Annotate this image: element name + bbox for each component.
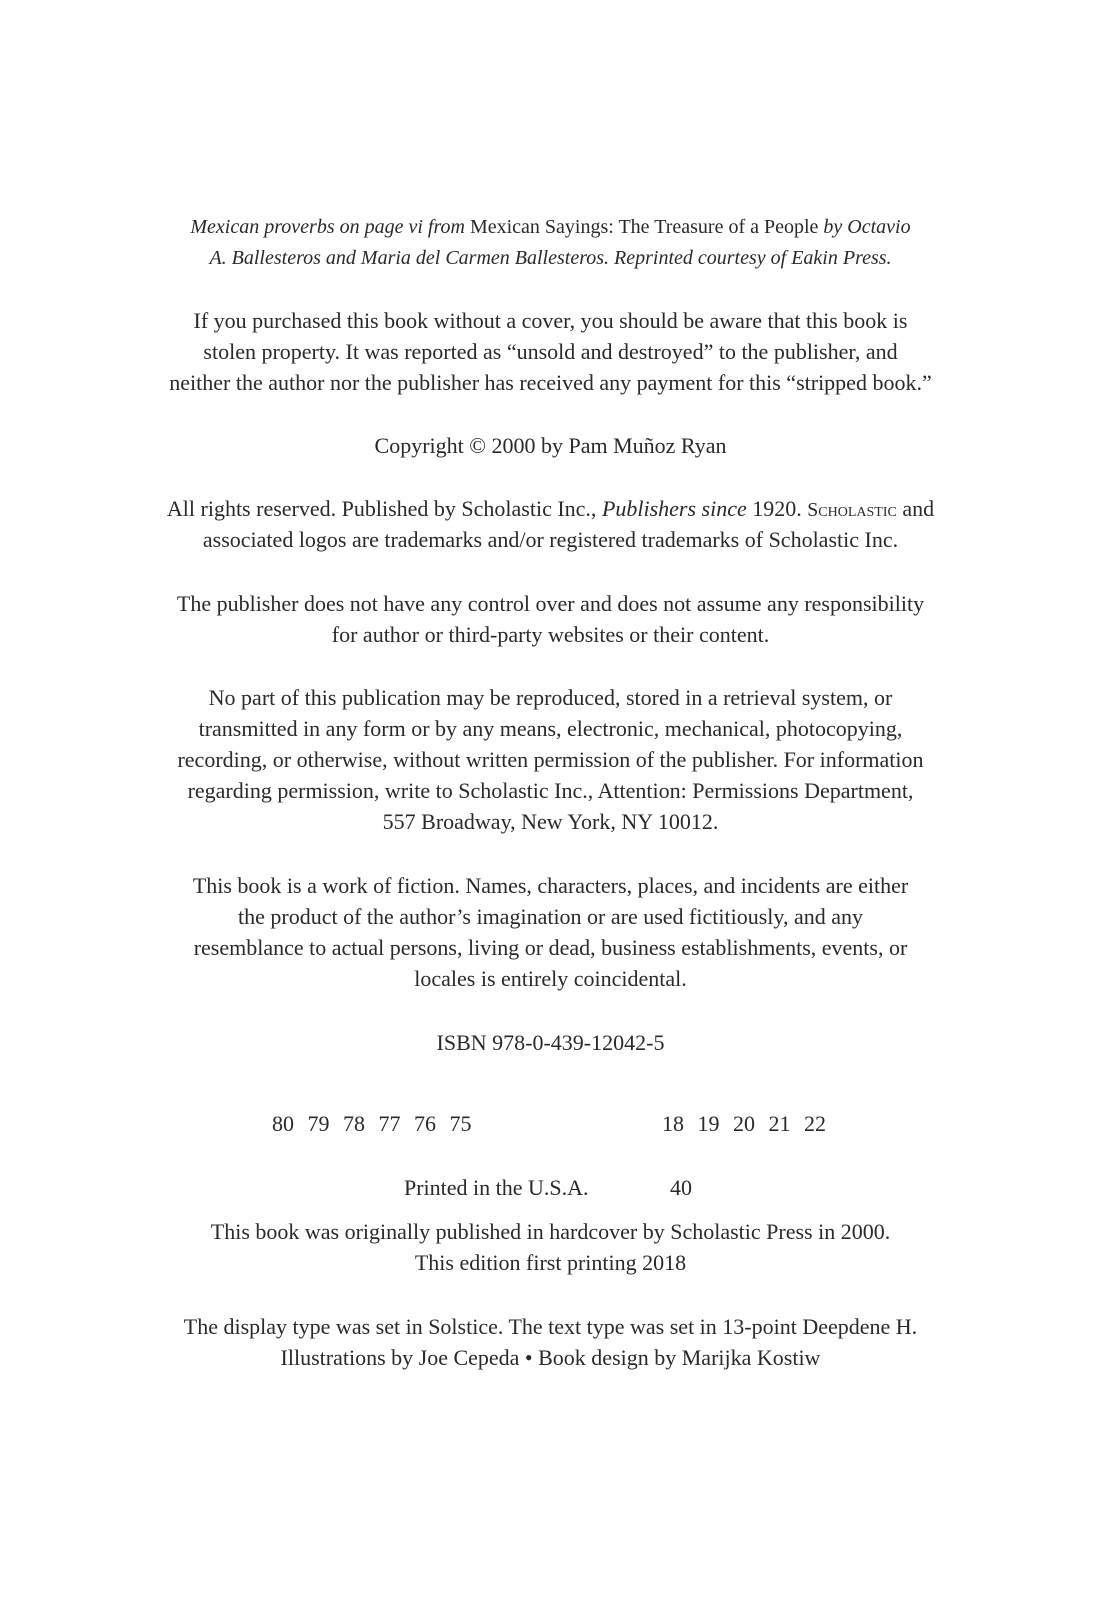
permissions-line-2: transmitted in any form or by any means, electronic, mechanical, photocopying, (198, 716, 903, 741)
printing-numbers-left: 80 79 78 77 76 75 (272, 1111, 472, 1136)
founding-year: 1920. (746, 496, 808, 521)
credit-author: by Octavio (818, 216, 911, 238)
fiction-line-3: resemblance to actual persons, living or dead, business establishments, events, or (193, 935, 908, 960)
printing-numbers-right: 18 19 20 21 22 (662, 1111, 826, 1136)
scholastic-trademark: Scholastic (807, 499, 897, 521)
permissions-line-4: regarding permission, write to Scholastic Inc., Attention: Permissions Department, (187, 778, 914, 803)
websites-line-1: The publisher does not have any control over and does not assume any responsibility (176, 591, 925, 616)
copyright-line: Copyright © 2000 by Pam Muñoz Ryan (374, 433, 727, 458)
websites-line-2: for author or third-party websites or their content. (331, 622, 770, 647)
printer-code: 40 (670, 1175, 692, 1200)
rights-line-1 (0, 493, 1101, 526)
permissions-line-1: No part of this publication may be reproduced, stored in a retrieval system, or (208, 685, 893, 710)
fiction-line-2: the product of the author’s imagination or are used fictitiously, and any (237, 904, 863, 929)
fiction-line-4: locales is entirely coincidental. (414, 966, 687, 991)
design-line-2: Illustrations by Joe Cepeda • Book design by Marijka Kostiw (280, 1345, 821, 1370)
isbn: ISBN 978-0-439-12042-5 (436, 1030, 665, 1055)
design-line-1: The display type was set in Solstice. The text type was set in 13-point Deepdene H. (183, 1314, 918, 1339)
permissions-line-3: recording, or otherwise, without written permission of the publisher. For information (177, 747, 924, 772)
edition-line-1: This book was originally published in hardcover by Scholastic Press in 2000. (210, 1219, 891, 1244)
publishers-since: Publishers since (601, 496, 747, 521)
proverbs-credit-line-2: A. Ballesteros and Maria del Carmen Ballesteros. Reprinted courtesy of Eakin Press. (209, 247, 892, 269)
stripped-notice-line-2: stolen property. It was reported as “unsold and destroyed” to the publisher, and (203, 339, 898, 364)
proverbs-credit-line-1 (0, 212, 1101, 243)
printed-in-label: Printed in the U.S.A. (404, 1175, 589, 1200)
stripped-notice-line-1: If you purchased this book without a cover, you should be aware that this book is (193, 308, 908, 333)
stripped-notice-line-3: neither the author nor the publisher has received any payment for this “stripped book.” (169, 370, 932, 395)
rights-line-2: associated logos are trademarks and/or registered trademarks of Scholastic Inc. (202, 527, 899, 552)
edition-line-2: This edition first printing 2018 (414, 1250, 687, 1275)
permissions-line-5: 557 Broadway, New York, NY 10012. (382, 809, 719, 834)
credit-text: Mexican proverbs on page vi from (190, 216, 470, 238)
source-book-title: Mexican Sayings: The Treasure of a People (469, 216, 819, 238)
fiction-line-1: This book is a work of fiction. Names, characters, places, and incidents are either (192, 873, 909, 898)
rights-and: and (896, 496, 935, 521)
rights-text: All rights reserved. Published by Scholastic Inc., (166, 496, 602, 521)
